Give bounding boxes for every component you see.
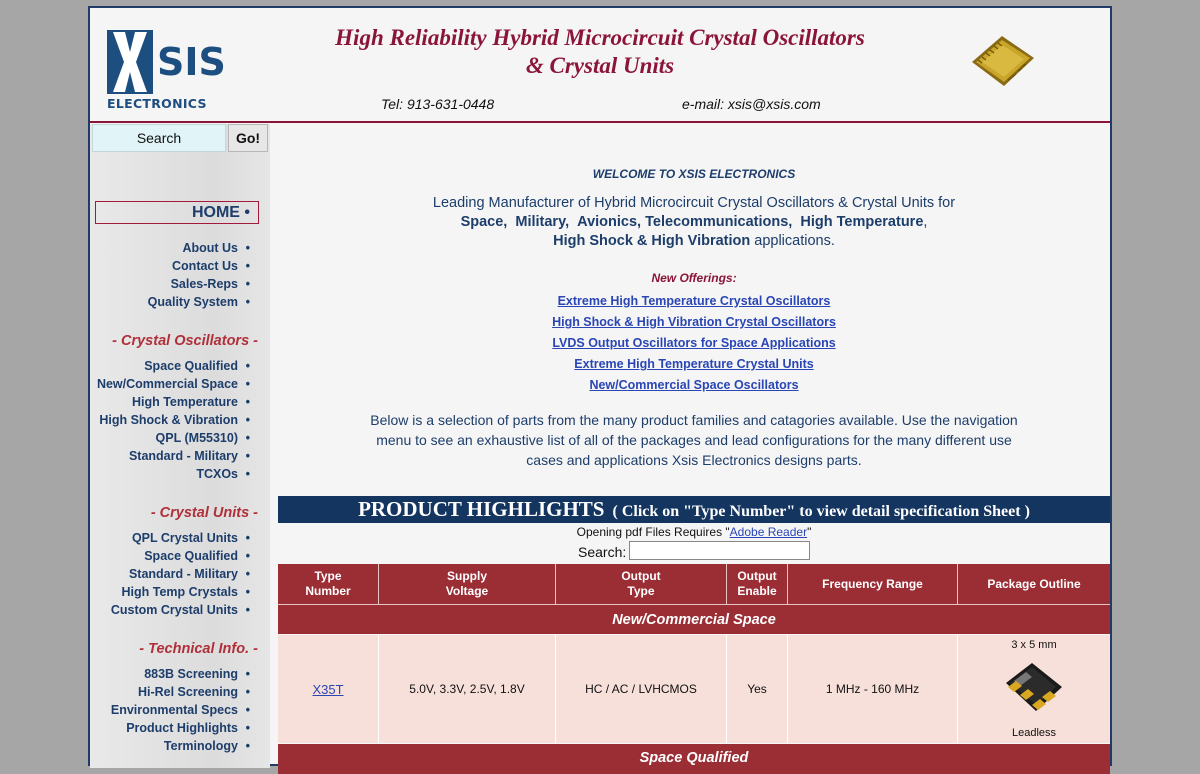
- sidebar-nav: [90, 124, 270, 768]
- sidebar-item-label: QPL Crystal Units: [131, 531, 238, 545]
- sidebar-item-883b-screening[interactable]: [144, 667, 250, 681]
- sidebar-item-osc-new-commercial-space[interactable]: [97, 377, 250, 391]
- sidebar-item-label: Space Qualified: [144, 549, 238, 563]
- col-header-type-number: Type Number: [278, 564, 379, 604]
- offer-link-new-commercial-space[interactable]: New/Commercial Space Oscillators: [589, 378, 799, 392]
- col-header-supply-voltage: Supply Voltage: [379, 564, 556, 604]
- table-search-label: Search:: [578, 544, 627, 560]
- col-header-output-type: Output Type: [556, 564, 727, 604]
- sidebar-item-sales-reps[interactable]: [171, 277, 250, 291]
- package-type: Leadless: [1011, 727, 1057, 739]
- leadless-package-icon: [1002, 657, 1066, 721]
- sidebar-item-label: Sales-Reps: [170, 277, 238, 291]
- sidebar-item-label: Environmental Specs: [110, 703, 238, 717]
- table-header-row: [278, 564, 1110, 604]
- site-title: [290, 24, 910, 80]
- sidebar-item-label: Contact Us: [172, 259, 238, 273]
- lead-app-space: Space,: [460, 214, 508, 230]
- cell-supply-voltage: 5.0V, 3.3V, 2.5V, 1.8V: [379, 635, 556, 743]
- page-container: [88, 6, 1112, 766]
- sidebar-item-label: 883B Screening: [144, 667, 238, 681]
- category-row-space-qualified: Space Qualified: [278, 744, 1110, 774]
- bullet-icon: •: [245, 259, 250, 273]
- package-size: 3 x 5 mm: [1011, 639, 1057, 651]
- lead-line1: Leading Manufacturer of Hybrid Microcircuit Crystal Oscillators & Crystal Units for: [432, 195, 956, 211]
- sidebar-item-osc-qpl[interactable]: [156, 431, 250, 445]
- xsis-logo[interactable]: [107, 30, 247, 112]
- sidebar-item-label: Custom Crystal Units: [110, 603, 238, 617]
- sidebar-item-label: High Temp Crystals: [121, 585, 238, 599]
- bullet-icon: •: [245, 685, 250, 699]
- crystal-chip-image: [968, 32, 1038, 92]
- cell-type-number: [278, 635, 379, 743]
- sidebar-item-units-space-qualified[interactable]: [144, 549, 250, 563]
- sidebar-item-osc-space-qualified[interactable]: [144, 359, 250, 373]
- sidebar-item-osc-tcxos[interactable]: [196, 467, 250, 481]
- sidebar-item-product-highlights[interactable]: [126, 721, 250, 735]
- sidebar-item-high-temp-crystals[interactable]: [122, 585, 250, 599]
- sidebar-search-input[interactable]: Search: [92, 124, 226, 152]
- cell-output-enable: Yes: [727, 635, 788, 743]
- col-header-package-outline: Package Outline: [987, 576, 1081, 591]
- pdf-note: [278, 525, 1110, 539]
- lead-app-telecom: Telecommunications,: [645, 214, 793, 230]
- sidebar-item-osc-high-temperature[interactable]: [132, 395, 250, 409]
- bullet-icon: •: [245, 277, 250, 291]
- pdf-note-post: ": [807, 525, 812, 539]
- sidebar-item-label: New/Commercial Space: [96, 377, 238, 391]
- sidebar-item-terminology[interactable]: [164, 739, 250, 753]
- bullet-icon: •: [245, 667, 250, 681]
- lead-app-military: Military,: [515, 214, 570, 230]
- sidebar-item-osc-high-shock-vibration[interactable]: [99, 413, 250, 427]
- bullet-icon: •: [245, 449, 250, 463]
- col-header-output-enable: Output Enable: [727, 564, 788, 604]
- sidebar-item-label: Product Highlights: [126, 721, 238, 735]
- offer-link-ext-high-temp-units[interactable]: Extreme High Temperature Crystal Units: [574, 357, 814, 371]
- main-content: [278, 124, 1110, 768]
- sidebar-item-label: QPL (M55310): [155, 431, 238, 445]
- sidebar-item-label: TCXOs: [196, 467, 238, 481]
- table-row: [278, 635, 1110, 743]
- bullet-icon: •: [245, 603, 250, 617]
- sidebar-item-home[interactable]: HOME •: [95, 201, 259, 224]
- table-search-input[interactable]: [629, 541, 810, 560]
- lead-paragraph: [278, 194, 1110, 251]
- product-highlights-banner: [278, 496, 1110, 523]
- bullet-icon: •: [245, 567, 250, 581]
- logo-electronics-text: ELECTRONICS: [107, 96, 207, 111]
- cell-package-outline: [958, 635, 1110, 743]
- lead-applications: applications.: [750, 233, 835, 249]
- sidebar-item-custom-crystal-units[interactable]: [111, 603, 250, 617]
- bullet-icon: •: [245, 295, 250, 309]
- bullet-icon: •: [245, 703, 250, 717]
- offer-link-lvds-space[interactable]: LVDS Output Oscillators for Space Applications: [552, 336, 836, 350]
- selection-paragraph: Below is a selection of parts from the many product families and catagories available. Use the navigation menu to see an exhaustive list of all of the packages and lead configurations for the many different use cases and applications Xsis Electronics designs parts.: [370, 412, 1018, 468]
- header-email[interactable]: e-mail: xsis@xsis.com: [682, 96, 821, 112]
- bullet-icon: •: [245, 241, 250, 255]
- sidebar-item-environmental-specs[interactable]: [111, 703, 250, 717]
- pdf-note-pre: Opening pdf Files Requires ": [576, 525, 730, 539]
- bullet-icon: •: [245, 739, 250, 753]
- logo-sis-text: SIS: [157, 40, 226, 84]
- sidebar-item-about-us[interactable]: [182, 241, 250, 255]
- welcome-heading: WELCOME TO XSIS ELECTRONICS: [592, 167, 796, 181]
- site-title-line1: High Reliability Hybrid Microcircuit Crystal Oscillators: [335, 25, 865, 50]
- bullet-icon: •: [245, 359, 250, 373]
- sidebar-go-button[interactable]: Go!: [228, 124, 268, 152]
- offer-link-high-shock-osc[interactable]: High Shock & High Vibration Crystal Oscillators: [552, 315, 836, 329]
- sidebar-heading-crystal-units: - Crystal Units -: [150, 505, 258, 521]
- type-number-link-x35t[interactable]: X35T: [312, 681, 344, 697]
- sidebar-item-label: High Temperature: [131, 395, 238, 409]
- bullet-icon: •: [245, 531, 250, 545]
- sidebar-item-label: Standard - Military: [128, 567, 238, 581]
- logo-x-mark: [107, 30, 153, 94]
- sidebar-item-osc-standard-military[interactable]: [129, 449, 250, 463]
- sidebar-item-hi-rel-screening[interactable]: [138, 685, 250, 699]
- bullet-icon: •: [245, 431, 250, 445]
- sidebar-item-label: Hi-Rel Screening: [137, 685, 238, 699]
- bullet-icon: •: [245, 549, 250, 563]
- bullet-icon: •: [245, 377, 250, 391]
- bullet-icon: •: [245, 395, 250, 409]
- lead-line2: [278, 213, 1110, 232]
- sidebar-item-label: Standard - Military: [128, 449, 238, 463]
- sidebar-item-quality-system[interactable]: [148, 295, 250, 309]
- sidebar-heading-crystal-oscillators: - Crystal Oscillators -: [112, 333, 258, 349]
- bullet-icon: •: [245, 467, 250, 481]
- sidebar-item-label: About Us: [182, 241, 238, 255]
- offer-link-ext-high-temp-osc[interactable]: Extreme High Temperature Crystal Oscillators: [557, 294, 831, 308]
- lead-shock-vibration: High Shock & High Vibration: [553, 233, 751, 249]
- sidebar-item-label: Space Qualified: [144, 359, 238, 373]
- product-highlights-subtitle: ( Click on "Type Number" to view detail specification Sheet ): [612, 503, 1030, 520]
- bullet-icon: •: [245, 413, 250, 427]
- sidebar-item-label: High Shock & Vibration: [99, 413, 238, 427]
- sidebar-item-contact-us[interactable]: [172, 259, 250, 273]
- sidebar-item-qpl-crystal-units[interactable]: [132, 531, 250, 545]
- lead-comma: ,: [923, 214, 928, 230]
- product-highlights-title: PRODUCT HIGHLIGHTS: [358, 497, 605, 521]
- bullet-icon: •: [245, 721, 250, 735]
- sidebar-heading-technical-info: - Technical Info. -: [139, 641, 258, 657]
- site-header: [90, 8, 1110, 123]
- new-offerings-heading: New Offerings:: [651, 271, 737, 285]
- sidebar-item-label: Terminology: [163, 739, 238, 753]
- header-telephone: Tel: 913-631-0448: [381, 96, 495, 112]
- cell-frequency-range: 1 MHz - 160 MHz: [788, 635, 958, 743]
- adobe-reader-link[interactable]: Adobe Reader: [729, 525, 808, 539]
- site-title-line2: & Crystal Units: [525, 53, 675, 78]
- sidebar-item-units-standard-military[interactable]: [129, 567, 250, 581]
- category-row-new-commercial-space: New/Commercial Space: [278, 604, 1110, 634]
- sidebar-item-label: Quality System: [147, 295, 238, 309]
- lead-app-high-temp: High Temperature: [800, 214, 924, 230]
- col-header-frequency-range: Frequency Range: [788, 564, 958, 604]
- cell-output-type: HC / AC / LVHCMOS: [556, 635, 727, 743]
- lead-app-avionics: Avionics,: [577, 214, 642, 230]
- lead-line3: [278, 232, 1110, 251]
- bullet-icon: •: [245, 585, 250, 599]
